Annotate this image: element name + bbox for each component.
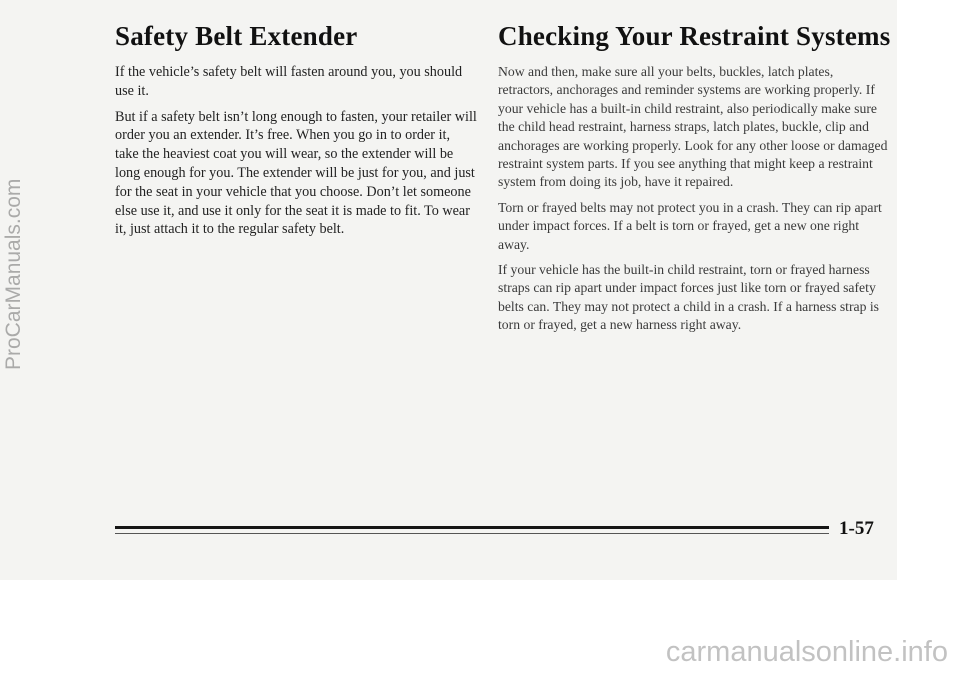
footer-rule-thin	[115, 533, 829, 534]
paragraph: Torn or frayed belts may not protect you in a crash. They can rip apart under impact forces. If a belt is torn or frayed, get a new one right away.	[498, 199, 882, 252]
section-title-checking-restraint-systems: Checking Your Restraint Systems	[498, 21, 891, 51]
footer-rule-thick	[115, 526, 829, 529]
paragraph: If your vehicle has the built-in child restraint, torn or frayed harness straps can rip apart under impact forces just like torn or frayed safety belts can. They may not protect a child in a crash. If a harness strap is torn or frayed, get a new harness right away.	[498, 262, 879, 333]
paragraph: Now and then, make sure all your belts, buckles, latch plates, retractors, anchorages and reminder systems are working properly. If your vehicle has a built-in child restraint, also periodically make sure the child head restraint, harness straps, latch plates, buckle, clip and anchorages are working properly. Look for any other loose or damaged restraint system parts. If you see anything that might keep a restraint system from doing its job, have it repaired.	[498, 64, 888, 190]
paragraph: If the vehicle’s safety belt will fasten around you, you should use it.	[115, 64, 463, 99]
left-column	[115, 20, 477, 246]
page-number: 1-57	[839, 518, 874, 539]
section-title-safety-belt-extender: Safety Belt Extender	[115, 21, 358, 51]
side-watermark: ProCarManuals.com	[2, 178, 25, 370]
bottom-watermark: carmanualsonline.info	[665, 636, 948, 668]
paragraph: But if a safety belt isn’t long enough to fasten, your retailer will order you an extender. It’s free. When you go in to order it, take the heaviest coat you will wear, so the extender will be long enough for you. The extender will be just for you, and just for the seat in your vehicle that you choose. Don’t let someone else use it, and use it only for the seat it is made to fit. To wear it, just attach it to the regular safety belt.	[115, 108, 477, 238]
right-column	[498, 20, 890, 342]
